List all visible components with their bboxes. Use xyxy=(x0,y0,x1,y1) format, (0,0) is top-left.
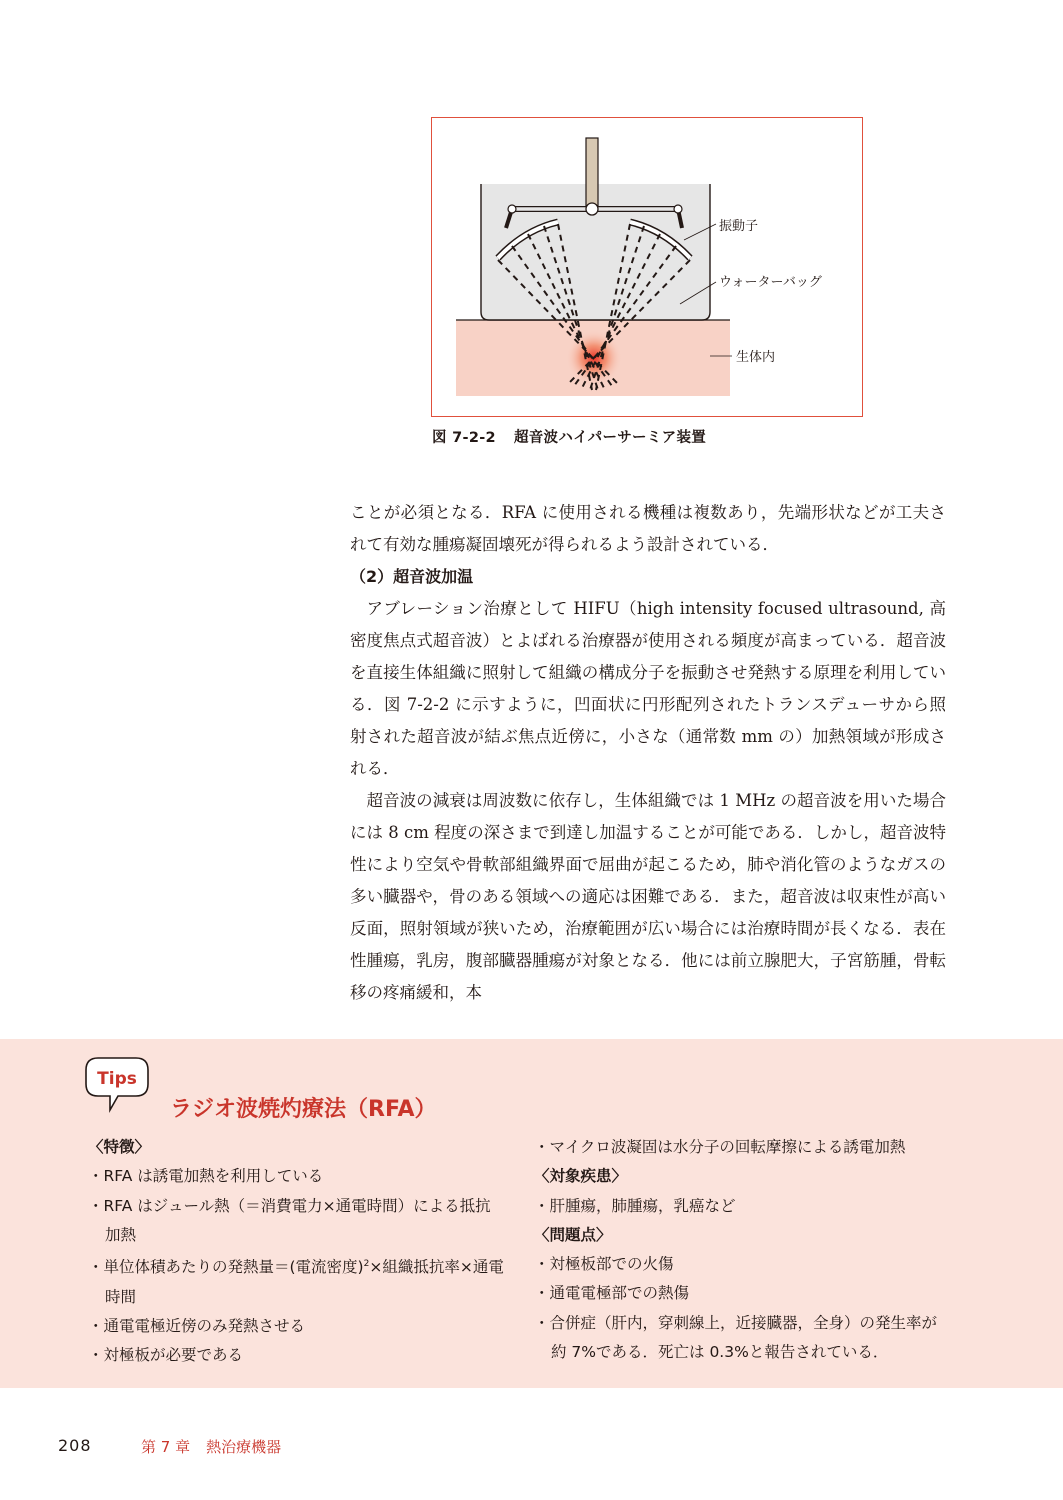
features-heading: 〈特徴〉 xyxy=(88,1138,151,1156)
target-item: ・肝腫瘍，肺腫瘍，乳癌など xyxy=(534,1196,736,1215)
feature-item: ・通電電極近傍のみ発熱させる xyxy=(88,1316,306,1335)
hifu-diagram xyxy=(432,118,864,418)
caption-number: 図 7-2-2 xyxy=(432,430,496,446)
feature-item xyxy=(88,1250,504,1312)
problem-item: ・合併症（肝内，穿刺線上，近接臓器，全身）の発生率が約 7%である．死亡は 0.3%と報告されている． xyxy=(534,1313,938,1362)
page-number: 208 xyxy=(58,1436,92,1455)
problem-item: ・通電電極部での熱傷 xyxy=(534,1284,690,1303)
right-joint xyxy=(674,205,682,213)
paragraph-3: 超音波の減衰は周波数に依存し，生体組織では 1 MHz の超音波を用いた場合には 8 cm 程度の深さまで到達し加温することが可能である．しかし，超音波特性により空気や骨軟部組織界面で屈曲が起こるため，肺や消化管のようなガスの多い臓器や，骨のある領域への適応は困難である．また，超音波は収束性が高い反面，照射領域が狭いため，治療範囲が広い場合には治療時間が長くなる．表在性腫瘍，乳房，腹部臓器腫瘍が対象となる．他には前立腺肥大，子宮筋腫，骨転移の疼痛緩和，本 xyxy=(350,791,946,1002)
problem-item: ・対極板部での火傷 xyxy=(534,1255,674,1274)
feature-item-text: ・単位体積あたりの発熱量＝(電流密度) xyxy=(88,1258,364,1277)
label-body: 生体内 xyxy=(736,350,776,365)
superscript: 2 xyxy=(363,1259,370,1270)
paragraph-1: ことが必須となる．RFA に使用される機種は複数あり，先端形状などが工夫されて有効な腫瘍凝固壊死が得られるよう設計されている． xyxy=(350,503,946,554)
tips-badge-icon xyxy=(84,1054,154,1116)
problems-heading: 〈問題点〉 xyxy=(534,1225,612,1244)
feature-item: ・RFA は誘電加熱を利用している xyxy=(88,1167,324,1186)
feature-item: ・RFA はジュール熱（＝消費電力×通電時間）による抵抗加熱 xyxy=(88,1196,491,1244)
targets-heading: 〈対象疾患〉 xyxy=(534,1167,628,1186)
figure-caption xyxy=(432,426,706,447)
shaft xyxy=(586,138,598,208)
feature-item: ・対極板が必要である xyxy=(88,1346,244,1365)
body-text xyxy=(350,497,946,1009)
feature-item: ・マイクロ波凝固は水分子の回転摩擦による誘電加熱 xyxy=(534,1138,906,1156)
label-water-bag: ウォーターバッグ xyxy=(719,275,822,290)
figure-frame xyxy=(431,117,863,417)
chapter-number: 第 7 章 xyxy=(141,1438,191,1456)
caption-title: 超音波ハイパーサーミア装置 xyxy=(513,430,707,446)
section-heading: （2）超音波加温 xyxy=(350,567,474,586)
tips-left-column xyxy=(88,1133,504,1371)
tips-right-column xyxy=(534,1133,952,1367)
paragraph-2: アブレーション治療として HIFU（high intensity focused ultrasound, 高密度焦点式超音波）とよばれる治療器が使用される頻度が高まっている．超音波を直接生体組織に照射して組織の構成分子を振動させ発熱する原理を利用している．図 7-2-2 に示すように，凹面状に円形配列されたトランスデューサから照射された超音波が結ぶ焦点近傍に，小さな（通常数 mm の）加熱領域が形成される． xyxy=(350,599,946,778)
feature-item-tail: ×組織抵抗率×通電時間 xyxy=(105,1258,504,1306)
center-pivot xyxy=(586,203,598,215)
chapter-label xyxy=(141,1436,281,1457)
tips-badge-label: Tips xyxy=(97,1069,137,1089)
chapter-title: 熱治療機器 xyxy=(206,1438,282,1456)
label-transducer: 振動子 xyxy=(719,219,759,234)
tips-title: ラジオ波焼灼療法（RFA） xyxy=(170,1097,437,1122)
left-joint xyxy=(508,205,516,213)
